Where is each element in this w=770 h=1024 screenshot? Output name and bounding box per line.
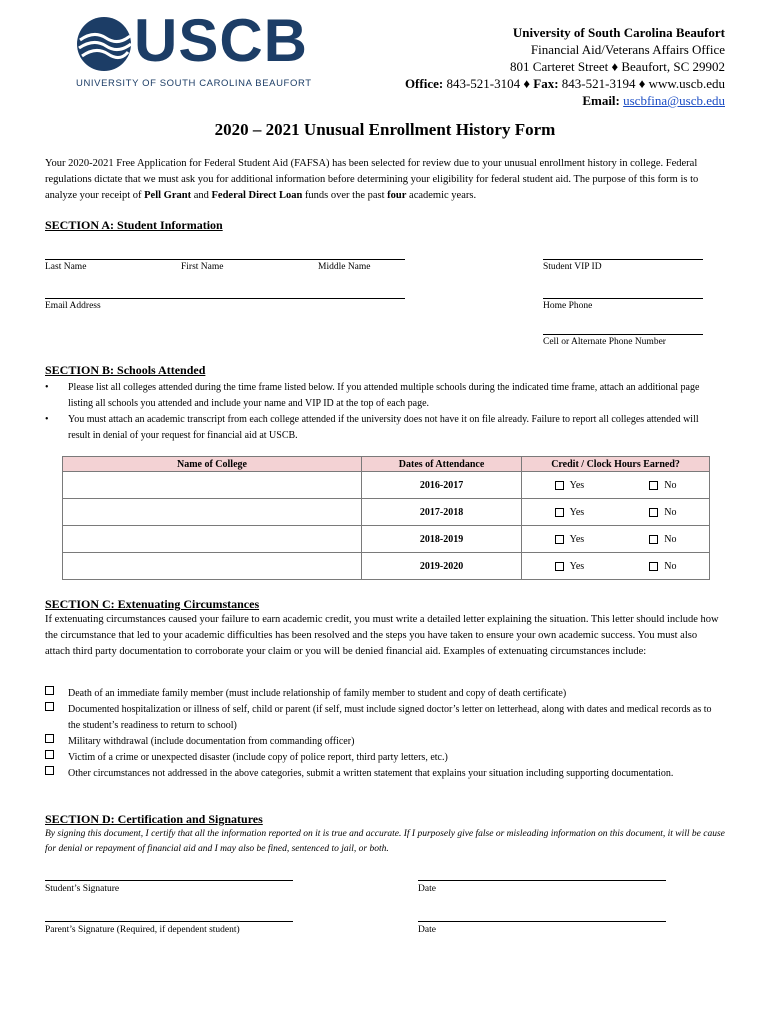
table-row: [63, 526, 710, 553]
first-name-label: First Name: [181, 262, 224, 272]
date-label-1: Date: [418, 884, 436, 894]
bullet-item: • You must attach an academic transcript from each college attended if the university does not have it on file already. Failure to report all colleges attended will result in denial of your request for financial aid at USCB.: [45, 414, 699, 441]
dates-cell: 2017-2018: [361, 499, 521, 526]
circumstance-item: Other circumstances not addressed in the above categories, submit a written statement that explains your situation including supporting documentation.: [45, 766, 715, 782]
yes-option[interactable]: Yes: [555, 507, 585, 518]
email-label: Email:: [582, 93, 620, 108]
section-a-heading: SECTION A: Student Information: [45, 218, 223, 232]
email-line[interactable]: [45, 298, 405, 299]
yes-option[interactable]: Yes: [555, 561, 585, 572]
circumstance-item: Documented hospitalization or illness of self, child or parent (if self, must include signed doctor’s letter on letterhead, along with dates and medical records as to the student’s readiness to return to school): [45, 702, 715, 734]
section-c-text: If extenuating circumstances caused your failure to earn academic credit, you must write a detailed letter explaining the situation. This letter should include how the circumstance that led to your academic difficulties has been resolved and the steps you have taken to ensure your own academic success. You must also attach third party documentation to corroborate your claim or you will be denied financial aid. Examples of extenuating circumstances include:: [45, 614, 719, 657]
checkbox-icon[interactable]: [555, 562, 564, 571]
credit-cell: [522, 472, 710, 499]
circumstances-list: [45, 686, 715, 782]
table-row: [63, 472, 710, 499]
no-option[interactable]: No: [649, 480, 676, 491]
college-name-cell[interactable]: [63, 499, 362, 526]
col-credit-header: Credit / Clock Hours Earned?: [522, 457, 710, 472]
form-title: 2020 – 2021 Unusual Enrollment History Form: [214, 120, 556, 139]
checkbox-icon[interactable]: [45, 766, 54, 775]
email-label-field: Email Address: [45, 301, 101, 311]
parent-signature-label: Parent’s Signature (Required, if dependent student): [45, 925, 240, 935]
checkbox-icon[interactable]: [649, 562, 658, 571]
schools-table: [62, 456, 710, 580]
checkbox-icon[interactable]: [649, 508, 658, 517]
circumstance-item: Death of an immediate family member (must include relationship of family member to student and copy of death certificate): [45, 686, 715, 702]
cell-phone-line[interactable]: [543, 334, 703, 335]
office-header: [405, 24, 725, 109]
circumstance-item: Military withdrawal (include documentation from commanding officer): [45, 734, 715, 750]
checkbox-icon[interactable]: [555, 508, 564, 517]
student-signature-label: Student’s Signature: [45, 884, 120, 894]
cell-phone-label: Cell or Alternate Phone Number: [543, 337, 666, 347]
col-dates-header: Dates of Attendance: [361, 457, 521, 472]
yes-option[interactable]: Yes: [555, 480, 585, 491]
no-option[interactable]: No: [649, 561, 676, 572]
wave-icon: [76, 16, 132, 72]
uscb-logo: [74, 7, 314, 92]
checkbox-icon[interactable]: [45, 750, 54, 759]
office-phone: 843-521-3104 ♦: [446, 76, 530, 91]
fax-phone: 843-521-3194 ♦ www.uscb.edu: [561, 76, 725, 91]
col-college-header: Name of College: [63, 457, 362, 472]
table-row: [63, 553, 710, 580]
bullet-item: • Please list all colleges attended during the time frame listed below. If you attended multiple schools during the indicated time frame, attach an additional page listing all schools you attended and include your name and VIP ID at the top of each page.: [45, 382, 700, 409]
checkbox-icon[interactable]: [555, 535, 564, 544]
checkbox-icon[interactable]: [45, 686, 54, 695]
parent-signature-line[interactable]: [45, 921, 293, 922]
logo-wordmark: USCB: [134, 7, 309, 74]
college-name-cell[interactable]: [63, 472, 362, 499]
intro-paragraph: Your 2020-2021 Free Application for Federal Student Aid (FAFSA) has been selected for review due to your unusual enrollment history in college. Federal regulations dictate that we must ask you for additional information before determining your eligibility for federal student aid. The purpose of this form is to analyze your receipt of Pell Grant and Federal Direct Loan funds over the past four academic years.: [45, 158, 699, 201]
fax-label: Fax:: [533, 76, 559, 91]
section-b-heading: SECTION B: Schools Attended: [45, 363, 206, 377]
date-label-2: Date: [418, 925, 436, 935]
home-phone-line[interactable]: [543, 298, 703, 299]
certification-text: By signing this document, I certify that all the information reported on it is true and accurate. If I purposely give false or misleading information on this document, it will be cause for denial or repayment of financial aid and I may also be fined, sentenced to jail, or both.: [45, 829, 725, 854]
vip-id-line[interactable]: [543, 259, 703, 260]
credit-cell: [522, 526, 710, 553]
date-line-1[interactable]: [418, 880, 666, 881]
office-name: Financial Aid/Veterans Affairs Office: [530, 42, 725, 57]
yes-option[interactable]: Yes: [555, 534, 585, 545]
checkbox-icon[interactable]: [649, 535, 658, 544]
logo-subtitle: UNIVERSITY OF SOUTH CAROLINA BEAUFORT: [76, 78, 312, 89]
credit-cell: [522, 499, 710, 526]
org-name: University of South Carolina Beaufort: [512, 25, 725, 40]
office-address: 801 Carteret Street ♦ Beaufort, SC 29902: [510, 59, 725, 74]
middle-name-label: Middle Name: [318, 262, 371, 272]
dates-cell: 2019-2020: [361, 553, 521, 580]
name-line[interactable]: [45, 259, 405, 260]
table-row: [63, 499, 710, 526]
no-option[interactable]: No: [649, 534, 676, 545]
section-c-heading: SECTION C: Extenuating Circumstances: [45, 597, 260, 611]
section-b-bullets: [45, 380, 715, 444]
dates-cell: 2018-2019: [361, 526, 521, 553]
credit-cell: [522, 553, 710, 580]
college-name-cell[interactable]: [63, 526, 362, 553]
college-name-cell[interactable]: [63, 553, 362, 580]
section-d-heading: SECTION D: Certification and Signatures: [45, 812, 263, 826]
checkbox-icon[interactable]: [45, 702, 54, 711]
email-link[interactable]: uscbfina@uscb.edu: [623, 93, 725, 108]
checkbox-icon[interactable]: [649, 481, 658, 490]
checkbox-icon[interactable]: [555, 481, 564, 490]
vip-id-label: Student VIP ID: [543, 262, 602, 272]
dates-cell: 2016-2017: [361, 472, 521, 499]
date-line-2[interactable]: [418, 921, 666, 922]
office-label: Office:: [404, 76, 444, 91]
home-phone-label: Home Phone: [543, 301, 593, 311]
checkbox-icon[interactable]: [45, 734, 54, 743]
circumstance-item: Victim of a crime or unexpected disaster (include copy of police report, third party letters, etc.): [45, 750, 715, 766]
student-signature-line[interactable]: [45, 880, 293, 881]
last-name-label: Last Name: [45, 262, 87, 272]
no-option[interactable]: No: [649, 507, 676, 518]
